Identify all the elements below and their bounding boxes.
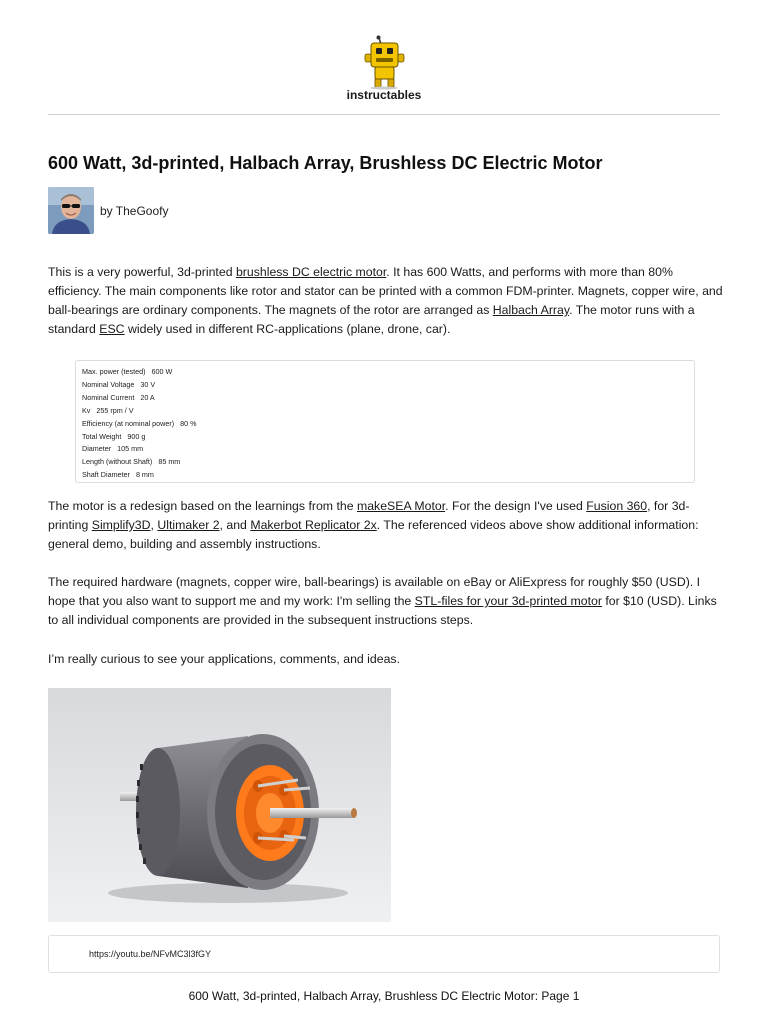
spec-value: 255 rpm / V bbox=[96, 405, 134, 415]
spec-value: 85 mm bbox=[158, 457, 181, 467]
spec-value: 105 mm bbox=[117, 444, 144, 454]
link-ultimaker-2[interactable]: Ultimaker 2 bbox=[157, 518, 220, 532]
spec-label: Efficiency (at nominal power) bbox=[82, 418, 175, 428]
author-avatar[interactable] bbox=[48, 187, 94, 234]
closing-paragraph: I’m really curious to see your applications, comments, and ideas. bbox=[48, 652, 400, 666]
page-footer: 600 Watt, 3d-printed, Halbach Array, Brushless DC Electric Motor: Page 1 bbox=[188, 989, 580, 1003]
hardware-paragraph: The required hardware (magnets, copper wire, ball-bearings) is available on eBay or AliExpress for roughly $50 (USD). I hope that you also want to support me and my work: I'm selling the STL-files for your 3d-printed motor for $10 (USD). Links to all individual components are provided in the subsequent instructions steps. bbox=[48, 575, 717, 627]
intro-paragraph: This is a very powerful, 3d-printed brushless DC electric motor. It has 600 Watts, and performs with more than 80% efficiency. The main components like rotor and stator can be printed with a common FDM-printer. Magnets, copper wire, and ball-bearings are ordinary components. The magnets of the rotor are arranged as Halbach Array. The motor runs with a standard ESC widely used in different RC-applications (plane, drone, car). bbox=[48, 265, 723, 336]
spec-value: 900 g bbox=[127, 431, 146, 441]
video-url[interactable]: https://youtu.be/NFvMC3l3fGY bbox=[89, 949, 212, 959]
author-byline[interactable]: by TheGoofy bbox=[100, 204, 169, 218]
spec-value: 8 mm bbox=[135, 470, 154, 480]
spec-row bbox=[82, 392, 694, 405]
spec-value: 20 A bbox=[140, 392, 155, 402]
spec-row bbox=[82, 405, 694, 418]
spec-label: Shaft Diameter bbox=[82, 470, 130, 480]
spec-value: 30 V bbox=[140, 379, 156, 389]
spec-row bbox=[82, 443, 694, 456]
spec-label: Diameter bbox=[82, 444, 112, 454]
link-halbach-array[interactable]: Halbach Array bbox=[492, 303, 570, 317]
link-fusion-360[interactable]: Fusion 360 bbox=[586, 499, 648, 513]
spec-label: Nominal Voltage bbox=[82, 379, 135, 389]
link-stl-files[interactable]: STL-files for your 3d-printed motor bbox=[414, 594, 602, 608]
link-makesea-motor[interactable]: makeSEA Motor bbox=[356, 499, 446, 513]
site-brand[interactable]: instructables bbox=[346, 88, 422, 102]
spec-label: Nominal Current bbox=[82, 392, 135, 402]
spec-label: Kv bbox=[82, 405, 91, 415]
article-title: 600 Watt, 3d-printed, Halbach Array, Brushless DC Electric Motor bbox=[48, 153, 603, 173]
spec-row bbox=[82, 366, 694, 379]
redesign-paragraph: The motor is a redesign based on the learnings from the makeSEA Motor. For the design I've used Fusion 360, for 3d-printing Simplify3D, Ultimaker 2, and Makerbot Replicator 2x. The referenced videos above show additional information: general demo, building and assembly instructions. bbox=[48, 499, 699, 551]
spec-row bbox=[82, 469, 694, 482]
link-simplify3d[interactable]: Simplify3D bbox=[91, 518, 151, 532]
header-divider bbox=[48, 114, 720, 115]
spec-row bbox=[82, 456, 694, 469]
instructables-robot-logo bbox=[355, 34, 413, 90]
spec-table bbox=[75, 360, 695, 483]
link-makerbot-replicator[interactable]: Makerbot Replicator 2x bbox=[250, 518, 377, 532]
spec-value: 80 % bbox=[180, 418, 197, 428]
spec-label: Total Weight bbox=[82, 431, 122, 441]
link-esc[interactable]: ESC bbox=[99, 322, 125, 336]
link-brushless-dc-motor[interactable]: brushless DC electric motor bbox=[235, 265, 387, 279]
spec-row bbox=[82, 431, 694, 444]
spec-row bbox=[82, 379, 694, 392]
spec-row bbox=[82, 418, 694, 431]
spec-label: Max. power (tested) bbox=[82, 367, 146, 376]
spec-value: 600 W bbox=[151, 367, 173, 376]
motor-photo[interactable] bbox=[48, 688, 391, 922]
video-link-box[interactable] bbox=[48, 935, 720, 973]
spec-label: Length (without Shaft) bbox=[82, 457, 153, 467]
